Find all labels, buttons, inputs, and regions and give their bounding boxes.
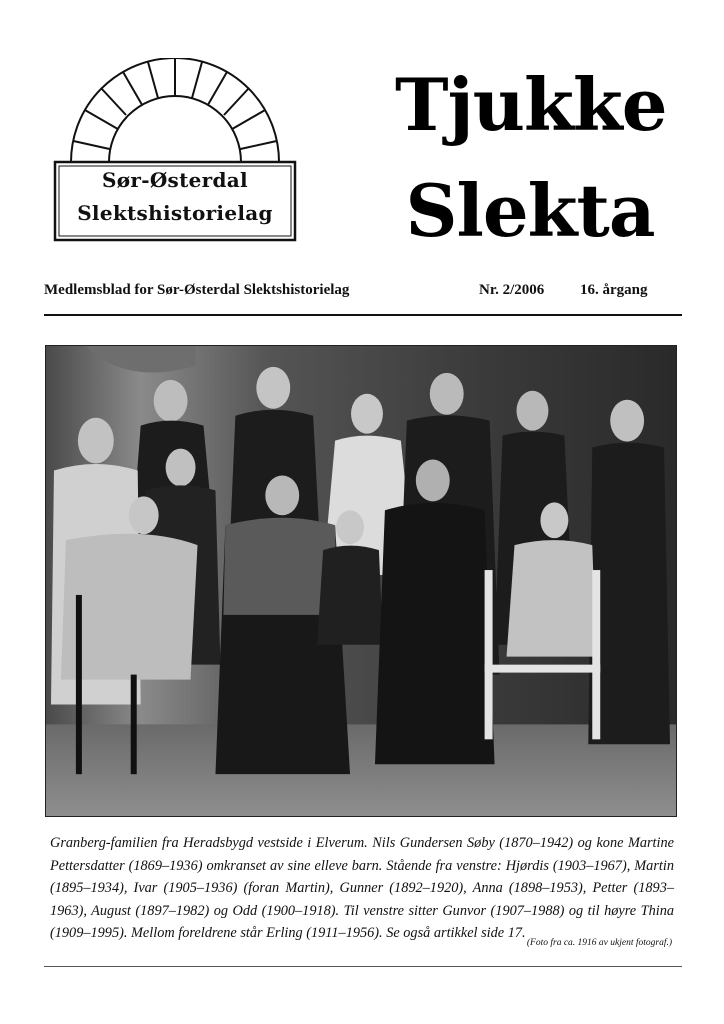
logo-line-1: Sør-Østerdal: [102, 168, 248, 192]
footer-rule: [44, 966, 682, 967]
photo-caption: Granberg-familien fra Heradsbygd vestside i Elverum. Nils Gundersen Søby (1870–1942) og kone Martine Pettersdatter (1869–1936) omkranset av sine elleve barn. Stående fra venstre: Hjørdis (1903–1967), Martin (1895–1934), Ivar (1905–1936) (foran Martin), Gunner (1892–1920), Anna (1898–1953), Petter (1893–1963), August (1897–1982) og Odd (1900–1918). Til venstre sitter Gunvor (1907–1988) og til høyre Thina (1909–1995). Mellom foreldrene står Erling (1911–1956). Se også artikkel side 17.: [50, 835, 674, 942]
masthead-title: [395, 52, 665, 264]
volume-number: 16. årgang: [580, 282, 648, 298]
header-rule: [44, 314, 682, 316]
issue-number: Nr. 2/2006: [479, 282, 545, 298]
publication-line: Medlemsblad for Sør-Østerdal Slektshistorielag: [44, 282, 350, 298]
family-photo-image: [46, 346, 676, 816]
logo-line-2: Slektshistorielag: [77, 201, 273, 225]
photo-credit: (Foto fra ca. 1916 av ukjent fotograf.): [526, 938, 672, 948]
masthead-line-1: Tjukke: [395, 62, 667, 147]
masthead-line-2: Slekta: [405, 168, 655, 253]
family-photograph: [45, 345, 677, 817]
logo-text: [58, 164, 292, 230]
